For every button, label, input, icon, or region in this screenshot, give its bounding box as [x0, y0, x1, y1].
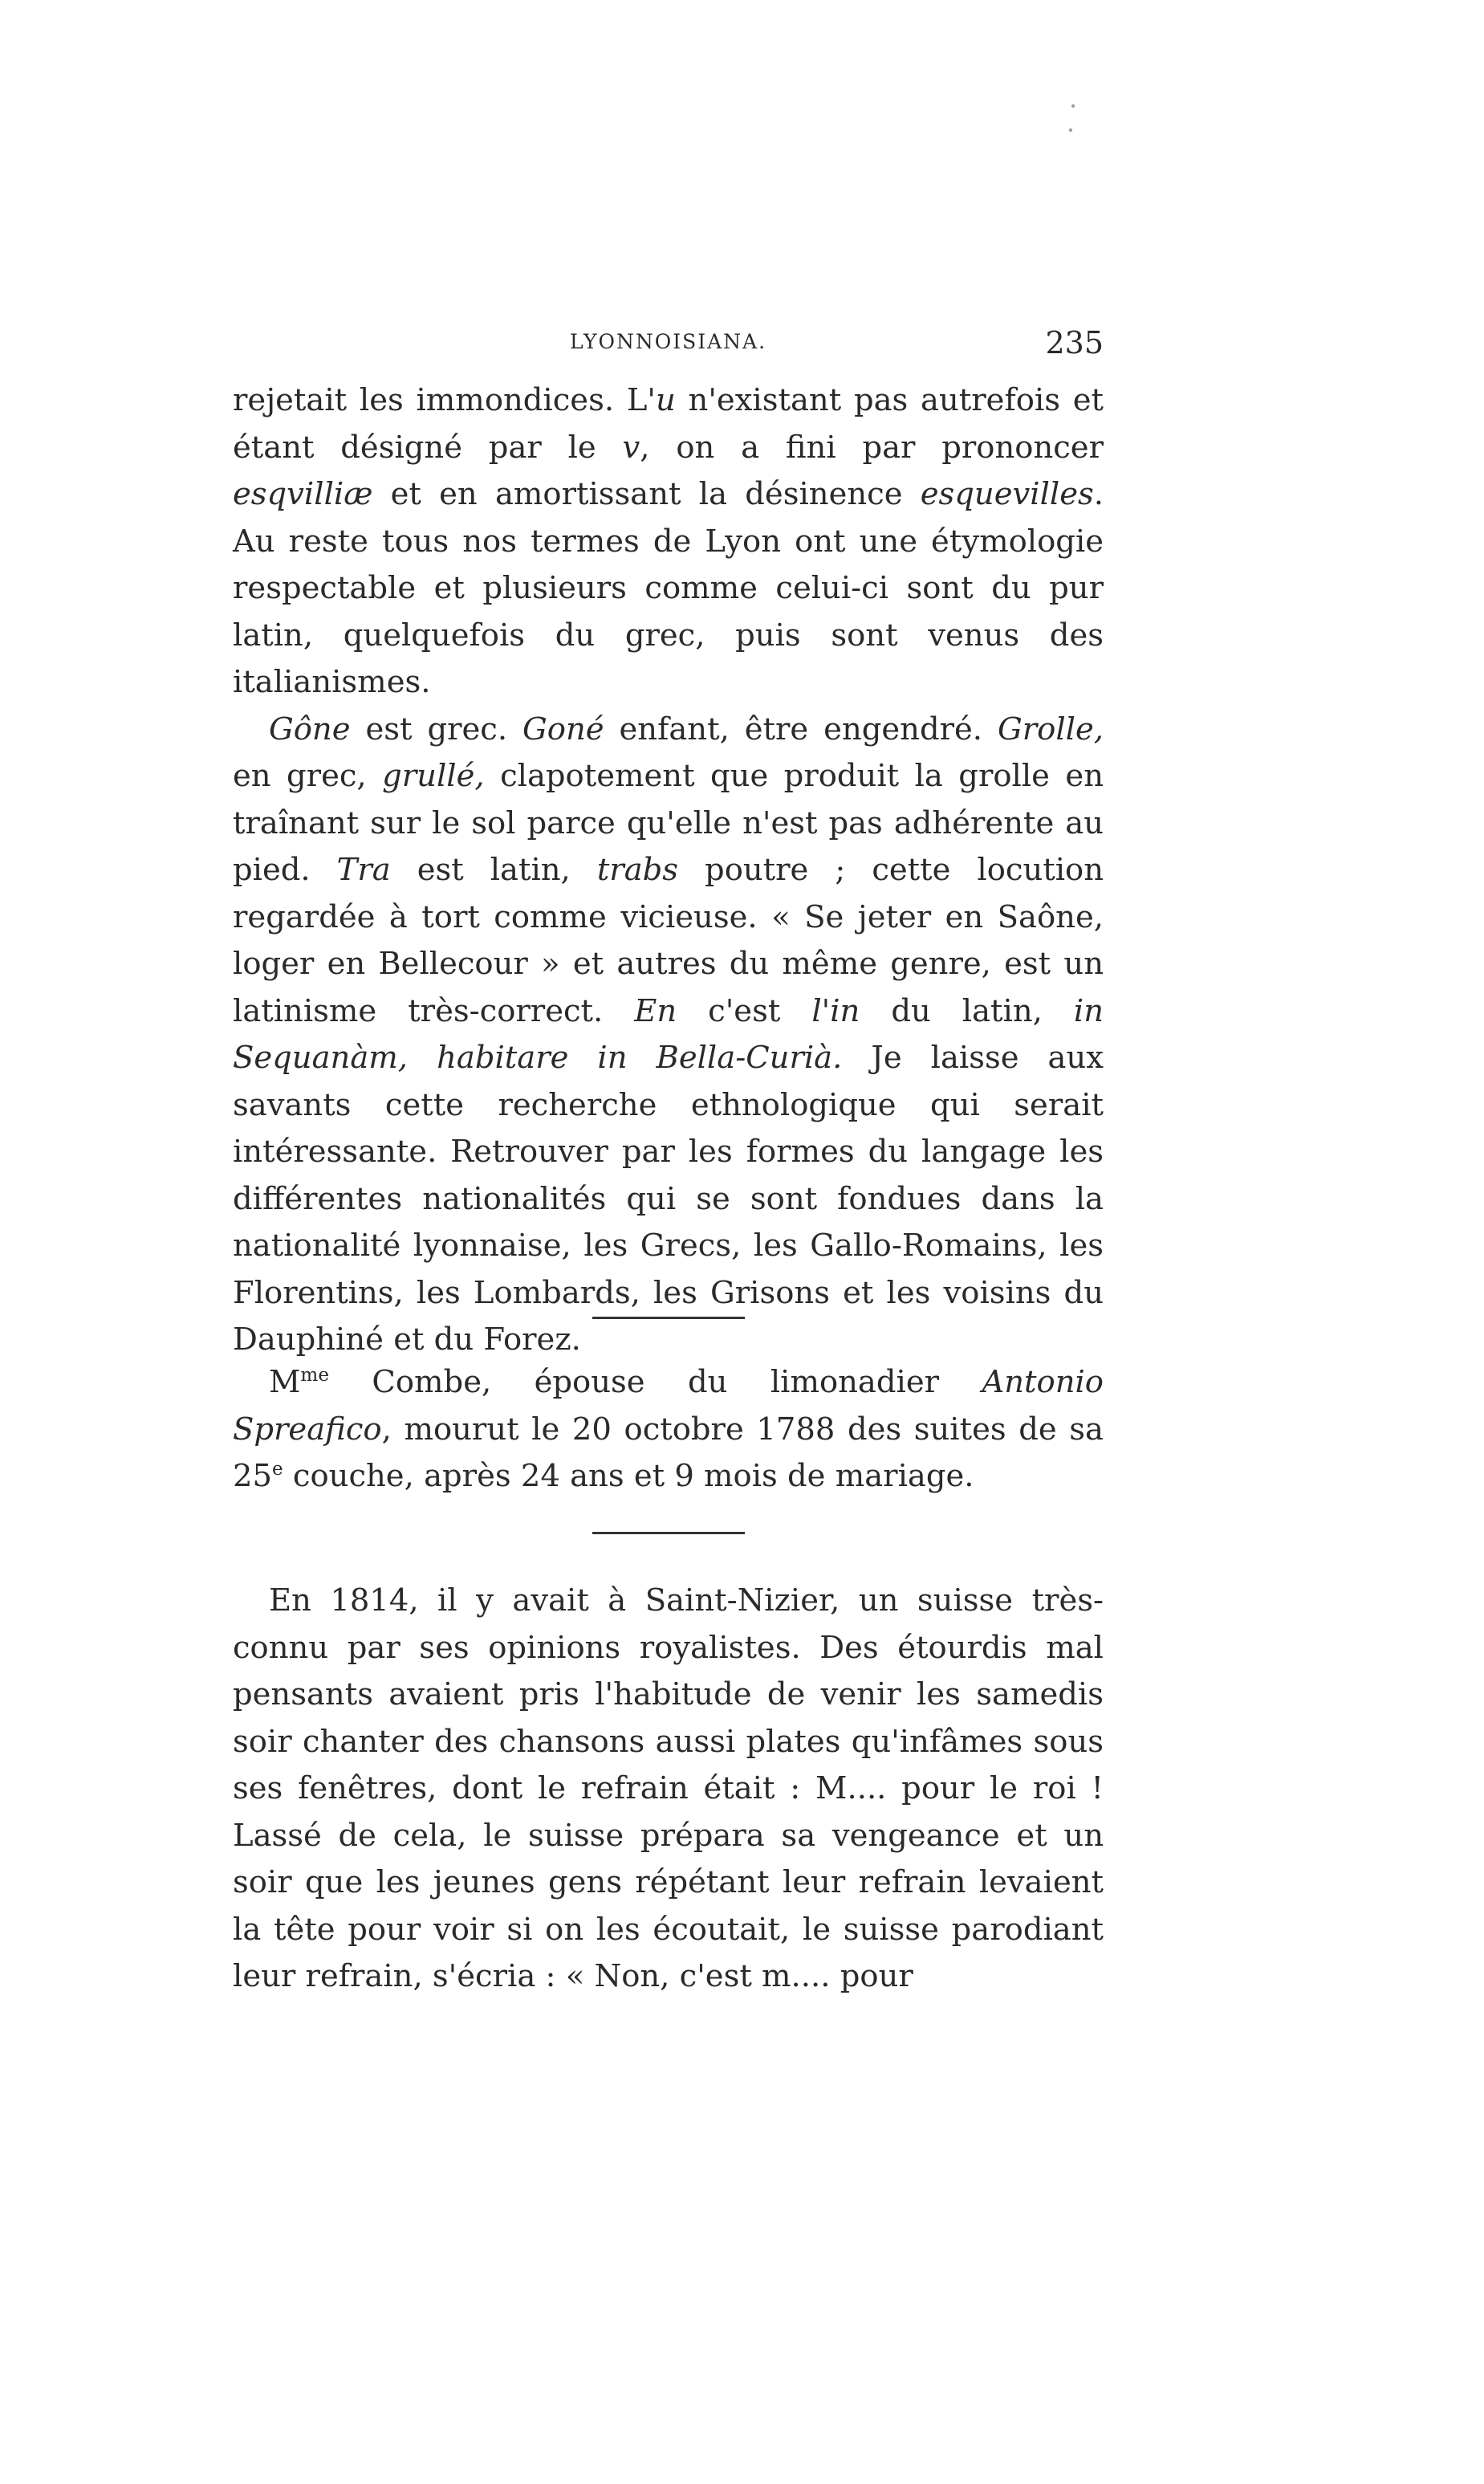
text-run: clapotement que produit la grolle en traînant sur le sol parce qu'elle n'est pas adhérente au pied. [233, 758, 1104, 888]
italic-text: Grolle, [998, 711, 1104, 747]
page-header [233, 325, 1104, 365]
text-run: et en amortissant la désinence [372, 476, 921, 512]
paragraph-etymology [233, 377, 1104, 707]
superscript-text: me [300, 1365, 329, 1387]
text-run: En 1814, il y avait à Saint-Nizier, un suisse très-connu par ses opinions royalistes. Des étourdis mal pensants avaient pris l'habitude de venir les samedis soir chanter des chansons aussi plates qu'infâmes sous ses fenêtres, dont le refrain était : M.... pour le roi ! Lassé de cela, le suisse prépara sa vengeance et un soir que les jeunes gens répétant leur refrain levaient la tête pour voir si on les écoutait, le suisse parodiant leur refrain, s'écria : « Non, c'est m.... pour [233, 1582, 1104, 1994]
paragraph-combe [233, 1359, 1104, 1501]
text-run: enfant, être engendré. [604, 711, 998, 747]
section-divider [592, 1317, 745, 1319]
italic-text: v [622, 429, 640, 466]
italic-text: Gône [269, 711, 351, 747]
italic-text: Tra [336, 852, 391, 888]
italic-text: trabs [596, 852, 679, 888]
section-divider [592, 1532, 745, 1534]
print-speck [1071, 104, 1075, 108]
italic-text: in Sequanàm, habitare in Bella-Curià. [233, 992, 1104, 1076]
text-run: Combe, épouse du limonadier [329, 1364, 982, 1400]
text-run: , mourut le 20 octobre 1788 des suites de sa 25 [233, 1411, 1104, 1494]
paragraph-gone-grolle [233, 707, 1104, 1364]
italic-text: Goné [522, 711, 604, 747]
text-block-saint-nizier [233, 1578, 1104, 2001]
italic-text: grullé, [382, 758, 485, 794]
text-run: rejetait les immondices. L' [233, 382, 656, 418]
text-run: c'est [677, 992, 812, 1029]
text-run: poutre ; cette locution regardée à tort comme vicieuse. « Se jeter en Saône, loger en Bellecour » et autres du même genre, est un latinisme très-correct. [233, 852, 1104, 1029]
print-speck [1069, 128, 1072, 132]
paragraph-saint-nizier [233, 1578, 1104, 2001]
italic-text: esquevilles [920, 476, 1094, 512]
text-block-combe [233, 1359, 1104, 1501]
text-run: est grec. [350, 711, 523, 747]
italic-text: En [634, 992, 677, 1029]
text-block-top [233, 377, 1104, 1364]
text-run: Je laisse aux savants cette recherche ethnologique qui serait intéressante. Retrouver par les formes du langage les différentes nationalités qui se sont fondues dans la nationalité lyonnaise, les Grecs, les Gallo-Romains, les Florentins, les Lombards, les Grisons et les voisins du Dauphiné et du Forez. [233, 1040, 1104, 1358]
superscript-text: e [272, 1459, 283, 1480]
text-run: du latin, [860, 992, 1074, 1029]
text-run: M [269, 1364, 301, 1400]
italic-text: esqvilliæ [233, 476, 373, 512]
page-number: 235 [1045, 325, 1104, 360]
text-run: est latin, [390, 852, 597, 888]
italic-text: l'in [811, 992, 860, 1029]
text-run: n'existant pas autrefois et étant désigné par le [233, 382, 1104, 466]
text-run: en grec, [233, 758, 383, 794]
italic-text: u [656, 382, 676, 418]
running-title: LYONNOISIANA. [569, 330, 767, 353]
text-run: couche, après 24 ans et 9 mois de mariage. [283, 1458, 974, 1494]
text-run: , on a fini par prononcer [640, 429, 1104, 466]
text-run: . Au reste tous nos termes de Lyon ont une étymologie respectable et plusieurs comme celui-ci sont du pur latin, quelquefois du grec, puis sont venus des italianismes. [233, 476, 1104, 700]
italic-text: Antonio Spreafico [233, 1364, 1104, 1448]
